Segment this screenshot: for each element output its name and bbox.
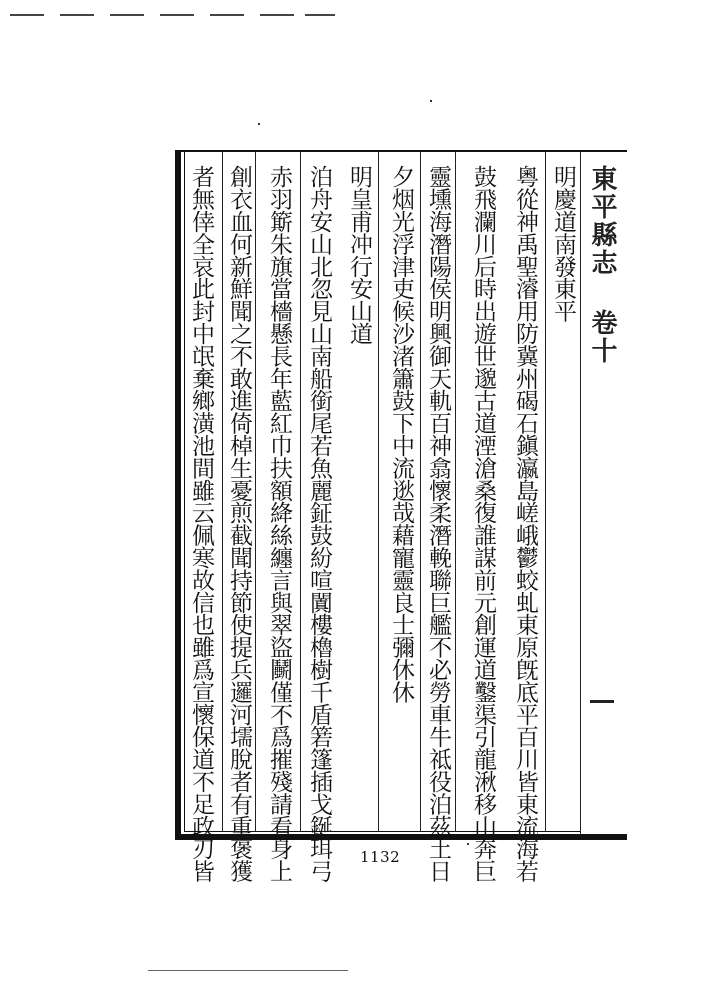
page-number: 1132: [360, 848, 401, 866]
text-column: 創衣血何新鮮聞之不敢進倚棹生憂煎截聞持節使提兵邏河壖脫者有重褒獲: [226, 165, 252, 882]
column-rule: [222, 152, 223, 832]
ink-speck: [430, 100, 432, 102]
header-dash: [210, 14, 244, 16]
header-dash: [110, 14, 144, 16]
column-rule: [255, 152, 256, 832]
text-column: 鼓飛瀾川后時出遊世邈古道湮滄桑復誰謀前元創運道鑿渠引龍湫移山奔巨: [470, 165, 496, 882]
column-rule: [300, 152, 301, 832]
header-dash: [160, 14, 194, 16]
column-rule: [378, 152, 379, 832]
header-dash: [305, 14, 335, 16]
column-rule: [455, 152, 456, 832]
text-column: 粵從神禹聖濬用防冀州碣石鎭瀛島嵯峨鬱蛟虬東原旣底平百川皆東流海若: [512, 165, 538, 882]
bottom-rule: [148, 970, 348, 971]
text-column: 靈壎海潛陽侯明興御天軌百神翕懷柔潛輓聯巨艦不必勞車牛祗役泊茲土日: [425, 165, 451, 882]
text-column: 明皇甫冲行安山道: [346, 165, 372, 345]
header-dash: [60, 14, 94, 16]
ink-speck: [467, 843, 469, 845]
column-rule: [545, 152, 546, 832]
text-column: 泊舟安山北忽見山南船銜尾若魚麗鉦鼓紛喧闐樓櫓樹千盾箬篷插戈鋋珥弓: [306, 165, 332, 882]
header-dash: [10, 14, 44, 16]
ink-speck: [258, 123, 260, 125]
book-title: 東平縣志 卷十: [587, 165, 617, 365]
text-column: 明慶道南發東平: [550, 165, 576, 322]
column-rule: [420, 152, 421, 832]
text-column: 者無倖全哀此封中氓棄鄉潢池間雖云佩寒故信也雖爲宣懷保道不足政刃皆: [188, 165, 214, 882]
text-column: 夕烟光浮津吏候沙渚簫鼓下中流逖哉藉寵靈良士彌休休: [388, 165, 414, 703]
fishtail-mark: [590, 700, 614, 703]
header-dash: [260, 14, 294, 16]
text-column: 赤羽簛朱旗當檣懸長年藍紅巾扶額絳絲纏言與翠盜鬭僅不爲摧殘請看身上: [266, 165, 292, 882]
